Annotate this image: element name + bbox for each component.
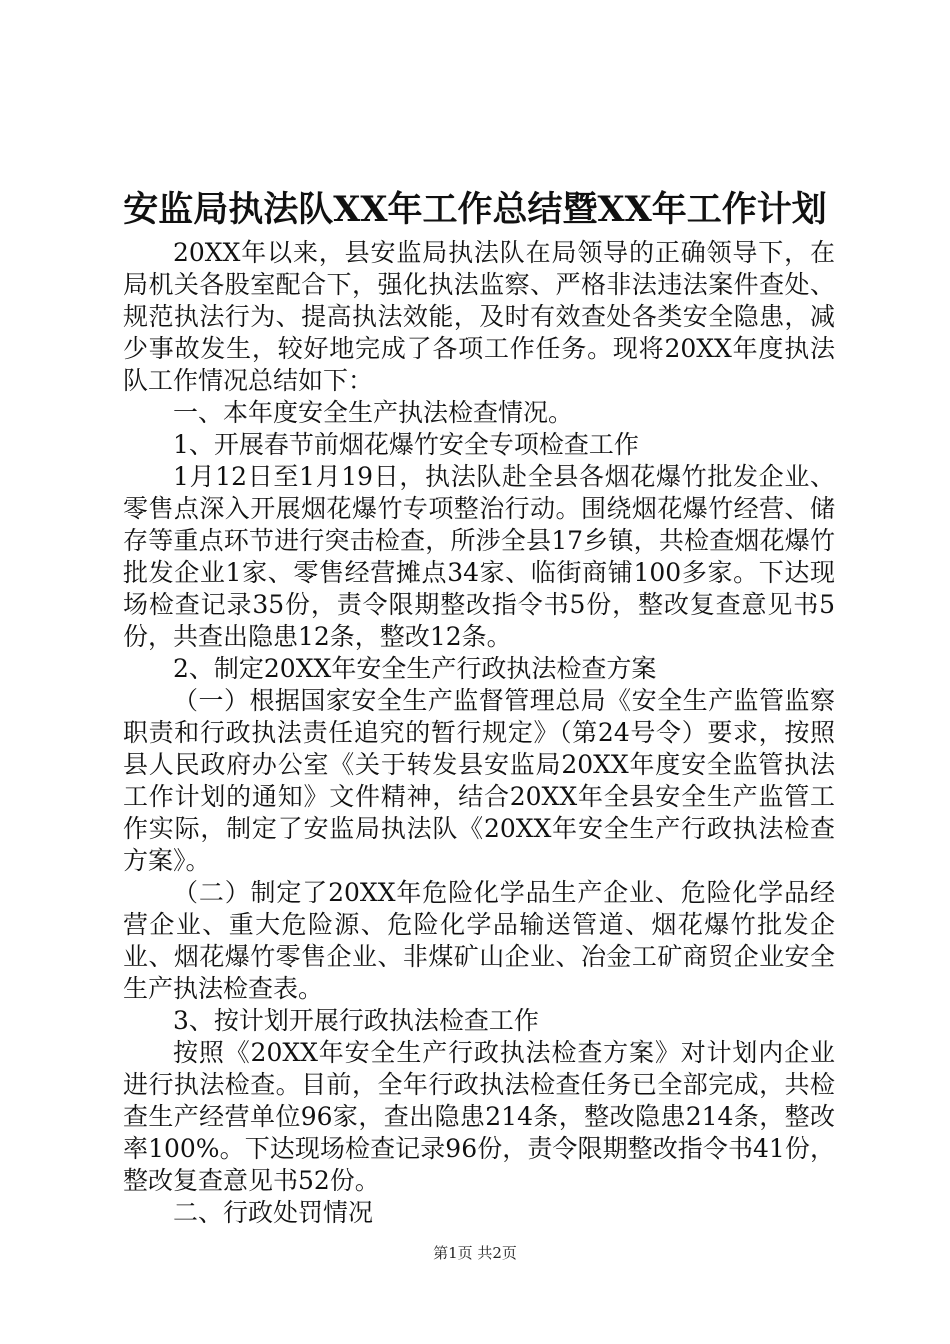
section-heading-2: 二、行政处罚情况	[173, 1198, 374, 1227]
section-heading-1: 一、本年度安全生产执法检查情况。	[173, 398, 574, 427]
document-title: 安监局执法队XX年工作总结暨XX年工作计划	[123, 189, 827, 230]
subheading-2: 2、制定20XX年安全生产行政执法检查方案	[173, 654, 657, 683]
paragraph-plan-1: （一）根据国家安全生产监督管理总局《安全生产监管监察职责和行政执法责任追究的暂行规定》（第24号令）要求，按照县人民政府办公室《关于转发县安监局20XX年度安全监管执法工作计划的通知》文件精神，结合20XX年全县安全生产监管工作实际，制定了安监局执法队《20XX年安全生产行政执法检查方案》。	[123, 686, 835, 875]
subheading-1: 1、开展春节前烟花爆竹安全专项检查工作	[173, 430, 639, 459]
paragraph-plan-2: （二）制定了20XX年危险化学品生产企业、危险化学品经营企业、重大危险源、危险化学品输送管道、烟花爆竹批发企业、烟花爆竹零售企业、非煤矿山企业、冶金工矿商贸企业安全生产执法检查表。	[123, 878, 835, 1003]
subheading-3: 3、按计划开展行政执法检查工作	[173, 1006, 539, 1035]
page-number: 第1页 共2页	[433, 1244, 517, 1262]
document-body	[123, 237, 835, 1229]
paragraph-inspection: 按照《20XX年安全生产行政执法检查方案》对计划内企业进行执法检查。目前，全年行政执法检查任务已全部完成，共检查生产经营单位96家，查出隐患214条，整改隐患214条，整改率100%。下达现场检查记录96份，责令限期整改指令书41份，整改复查意见书52份。	[123, 1038, 835, 1195]
paragraph-fireworks-check: 1月12日至1月19日，执法队赴全县各烟花爆竹批发企业、零售点深入开展烟花爆竹专项整治行动。围绕烟花爆竹经营、储存等重点环节进行突击检查，所涉全县17乡镇，共检查烟花爆竹批发企业1家、零售经营摊点34家、临街商铺100多家。下达现场检查记录35份，责令限期整改指令书5份，整改复查意见书5份，共查出隐患12条，整改12条。	[123, 462, 835, 651]
paragraph-intro: 20XX年以来，县安监局执法队在局领导的正确领导下，在局机关各股室配合下，强化执法监察、严格非法违法案件查处、规范执法行为、提高执法效能，及时有效查处各类安全隐患，减少事故发生，较好地完成了各项工作任务。现将20XX年度执法队工作情况总结如下：	[123, 238, 835, 395]
